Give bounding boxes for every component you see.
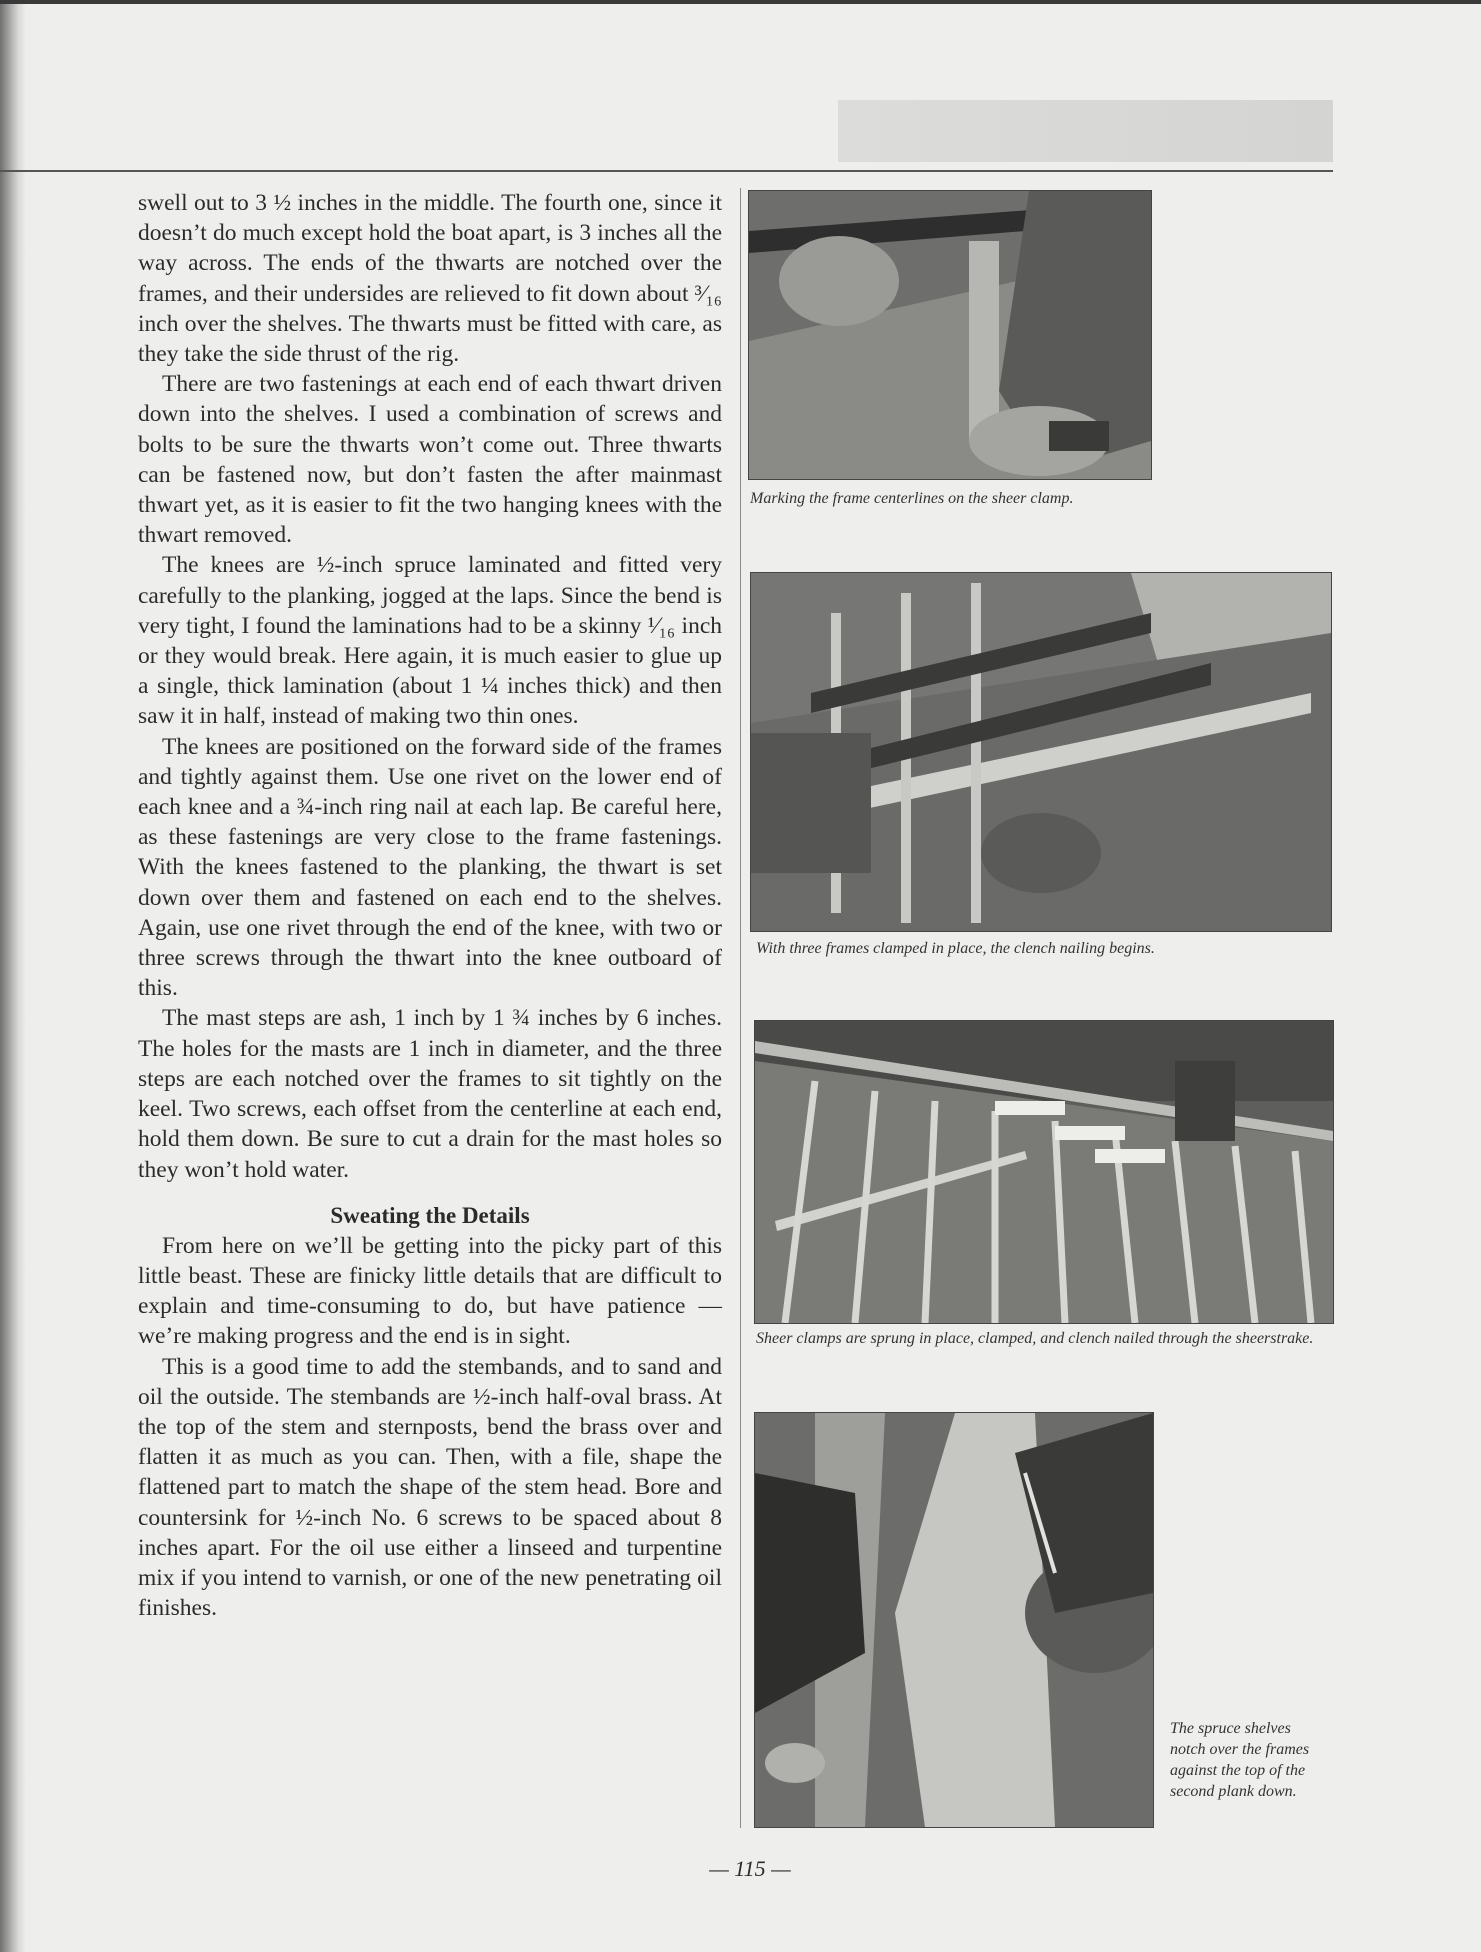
column-divider [740, 188, 741, 1828]
header-band [838, 100, 1333, 162]
page-number: — 115 — [709, 1856, 791, 1881]
page-edge-shadow [0, 0, 26, 1952]
header-rule [0, 170, 1333, 172]
photo-spruce-shelves [754, 1412, 1154, 1828]
body-column [138, 188, 722, 1623]
section-heading: Sweating the Details [330, 1202, 530, 1228]
top-edge-line [0, 0, 1481, 4]
caption-photo-3: Sheer clamps are sprung in place, clamped, and clench nailed through the sheerstrake. [756, 1330, 1314, 1347]
paragraph-3: The knees are ½-inch spruce laminated and fitted very carefully to the planking, jogged at the laps. Since the bend is very tight, I found the laminations had to be a skinny ¹⁄₁₆ inch or they would break. Here again, it is much easier to glue up a single, thick lamination (about 1 ¼ inches thick) and then saw it in half, instead of making two thin ones. [138, 552, 722, 730]
paragraph-7: This is a good time to add the stembands, and to sand and oil the outside. The stembands are ½-inch half-oval brass. At the top of the stem and sternposts, bend the brass over and flatten it as much as you can. Then, with a file, shape the flattened part to match the shape of the stem head. Bore and countersink for ½-inch No. 6 screws to be spaced about 8 inches apart. For the oil use either a linseed and turpentine mix if you intend to varnish, or one of the new penetrating oil finishes. [138, 1353, 722, 1622]
paragraph-4: The knees are positioned on the forward side of the frames and tightly against them. Use one rivet on the lower end of each knee and a ¾-inch ring nail at each lap. Be careful here, as these fastenings are very close to the frame fastenings. With the knees fastened to the planking, the thwart is set down over them and fastened on each end to the shelves. Again, use one rivet through the end of the knee, with two or three screws through the thwart into the knee outboard of this. [138, 733, 722, 1002]
paragraph-2: There are two fastenings at each end of each thwart driven down into the shelves. I used a combination of screws and bolts to be sure the thwarts won’t come out. Three thwarts can be fastened now, but don’t fasten the after mainmast thwart yet, as it is easier to fit the two hanging knees with the thwart removed. [138, 371, 722, 549]
photo-marking-frame-centerlines [748, 190, 1152, 480]
photo-sheer-clamps-sprung [754, 1020, 1334, 1324]
caption-photo-4: The spruce shelves notch over the frames against the top of the second plank down. [1170, 1720, 1310, 1800]
photo-three-frames-clamped [750, 572, 1332, 932]
paragraph-5: The mast steps are ash, 1 inch by 1 ¾ inches by 6 inches. The holes for the masts are 1 inch in diameter, and the three steps are each notched over the frames to sit tightly on the keel. Two screws, each offset from the centerline at each end, hold them down. Be sure to cut a drain for the mast holes so they won’t hold water. [138, 1005, 722, 1183]
caption-photo-1: Marking the frame centerlines on the sheer clamp. [750, 490, 1074, 507]
caption-photo-2: With three frames clamped in place, the clench nailing begins. [756, 940, 1155, 957]
paragraph-6: From here on we’ll be getting into the picky part of this little beast. These are finicky little details that are difficult to explain and time-consuming to do, but have patience — we’re making progress and the end is in sight. [138, 1232, 722, 1350]
paragraph-1: swell out to 3 ½ inches in the middle. The fourth one, since it doesn’t do much except hold the boat apart, is 3 inches all the way across. The ends of the thwarts are notched over the frames, and their undersides are relieved to fit down about ³⁄₁₆ inch over the shelves. The thwarts must be fitted with care, as they take the side thrust of the rig. [138, 190, 722, 368]
